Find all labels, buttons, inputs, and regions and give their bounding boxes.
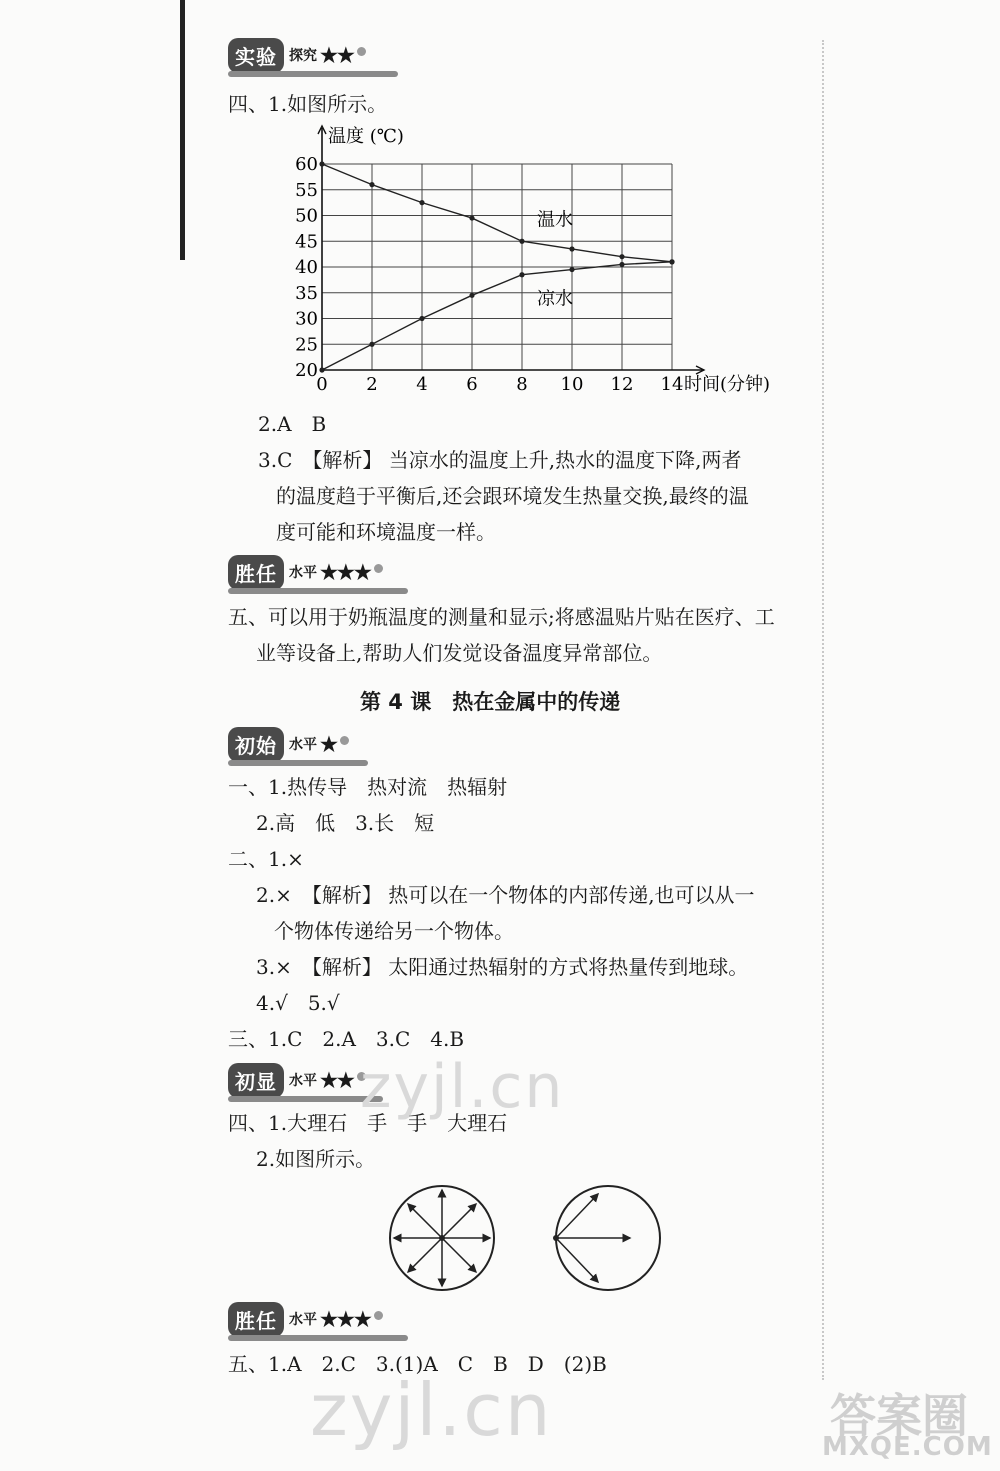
wave-underline xyxy=(228,1335,408,1341)
series-label: 温水 xyxy=(537,209,573,231)
x-tick-label: 10 xyxy=(560,374,584,395)
badge-competent xyxy=(228,555,383,589)
data-point xyxy=(569,246,574,251)
answer-5-l1: 五、可以用于奶瓶温度的测量和显示;将感温贴片贴在医疗、工 xyxy=(228,605,775,629)
logo-text-en: MXQE.COM xyxy=(822,1432,993,1462)
wave-underline xyxy=(228,71,398,77)
data-point xyxy=(419,200,424,205)
answer-1-1: 一、1.热传导 热对流 热辐射 xyxy=(228,775,508,799)
answer-2-2-l2: 个物体传递给另一个物体。 xyxy=(274,919,514,943)
site-logo xyxy=(822,1380,1000,1471)
answer-4b-1: 四、1.大理石 手 手 大理石 xyxy=(228,1111,508,1135)
data-point xyxy=(619,254,624,259)
heat-diagram-left xyxy=(384,1180,500,1296)
chart-grid xyxy=(322,164,672,370)
badge-sub: 水平 xyxy=(289,565,317,581)
badge-main: 胜任 xyxy=(228,1302,284,1337)
data-point xyxy=(619,262,624,267)
answer-2-45: 4.√ 5.√ xyxy=(256,991,340,1015)
heat-arrow xyxy=(408,1238,442,1272)
badge-emerging xyxy=(228,1063,366,1097)
y-tick-label: 50 xyxy=(295,205,318,227)
wave-underline xyxy=(228,588,408,594)
y-tick-label: 35 xyxy=(295,282,318,304)
series-line xyxy=(322,262,672,370)
answer-4-3-l3: 度可能和环境温度一样。 xyxy=(276,520,496,544)
dot-icon xyxy=(340,736,349,745)
data-point xyxy=(669,259,674,264)
data-point xyxy=(319,367,324,372)
y-tick-label: 20 xyxy=(295,360,318,381)
series-line xyxy=(322,164,672,262)
y-tick-label: 55 xyxy=(295,179,318,201)
dot-icon xyxy=(357,47,366,56)
data-point xyxy=(519,239,524,244)
badge-sub: 水平 xyxy=(289,1312,317,1328)
y-tick-label: 60 xyxy=(295,154,318,175)
lesson-title: 第 4 课 热在金属中的传递 xyxy=(360,690,621,714)
badge-main: 初始 xyxy=(228,727,284,762)
answer-2-3: 3.× 【解析】 太阳通过热辐射的方式将热量传到地球。 xyxy=(256,955,749,979)
star-icon: ★ xyxy=(320,732,337,756)
answer-4-3-l2: 的温度趋于平衡后,还会跟环境发生热量交换,最终的温 xyxy=(276,484,749,508)
answer-4-1: 四、1.如图所示。 xyxy=(228,92,388,116)
y-tick-label: 30 xyxy=(295,308,318,330)
x-tick-label: 0 xyxy=(316,374,328,395)
y-axis-label: 温度 (℃) xyxy=(328,126,404,147)
data-point xyxy=(519,272,524,277)
data-point xyxy=(319,161,324,166)
x-tick-label: 2 xyxy=(366,374,378,395)
data-point xyxy=(569,267,574,272)
column-divider xyxy=(822,40,824,1380)
x-tick-label: 6 xyxy=(466,374,478,395)
y-tick-label: 40 xyxy=(295,257,318,278)
x-tick-label: 12 xyxy=(610,374,634,395)
badge-main: 胜任 xyxy=(228,555,284,590)
temperature-chart xyxy=(280,120,800,410)
star-icon: ★★ xyxy=(320,1068,354,1092)
answer-3: 三、1.C 2.A 3.C 4.B xyxy=(228,1027,465,1051)
heat-arrow xyxy=(556,1194,598,1238)
watermark: zyjl.cn xyxy=(310,1368,553,1452)
star-icon: ★★ xyxy=(320,43,354,67)
heat-arrow xyxy=(556,1238,598,1282)
x-tick-label: 8 xyxy=(516,374,528,395)
answer-4-2: 2.A B xyxy=(258,412,327,436)
answer-1-2: 2.高 低 3.长 短 xyxy=(256,811,435,835)
y-tick-label: 45 xyxy=(295,231,318,253)
badge-competent-2 xyxy=(228,1302,383,1336)
badge-sub: 水平 xyxy=(289,1073,317,1089)
dot-icon xyxy=(374,564,383,573)
heat-arrow xyxy=(442,1204,476,1238)
badge-main: 初显 xyxy=(228,1063,284,1098)
watermark: zyjl.cn xyxy=(360,1052,565,1122)
chart-axes xyxy=(318,126,704,374)
data-point xyxy=(369,182,374,187)
answer-2-2-l1: 2.× 【解析】 热可以在一个物体的内部传递,也可以从一 xyxy=(256,883,755,907)
heat-arrow xyxy=(442,1238,476,1272)
badge-sub: 探究 xyxy=(289,48,317,64)
data-point xyxy=(469,215,474,220)
badge-main: 实验 xyxy=(228,38,284,73)
series-label: 凉水 xyxy=(537,288,573,310)
answer-5-l2: 业等设备上,帮助人们发觉设备温度异常部位。 xyxy=(256,641,663,665)
wave-underline xyxy=(228,760,368,766)
x-tick-label: 4 xyxy=(416,374,428,395)
badge-initial xyxy=(228,727,349,761)
star-icon: ★★★ xyxy=(320,560,371,584)
star-icon: ★★★ xyxy=(320,1307,371,1331)
dot-icon xyxy=(374,1311,383,1320)
data-point xyxy=(419,316,424,321)
answer-4b-2: 2.如图所示。 xyxy=(256,1147,376,1171)
y-tick-label: 25 xyxy=(295,334,318,356)
margin-bar xyxy=(180,0,185,260)
logo-text-cn: 答案圈 xyxy=(830,1389,968,1443)
x-tick-label: 14 xyxy=(660,374,684,395)
answer-4-3-l1: 3.C 【解析】 当凉水的温度上升,热水的温度下降,两者 xyxy=(258,448,742,472)
badge-sub: 水平 xyxy=(289,737,317,753)
data-point xyxy=(369,342,374,347)
data-point xyxy=(469,293,474,298)
answer-2-1: 二、1.× xyxy=(228,847,304,871)
heat-diagram-right xyxy=(550,1180,666,1296)
heat-arrow xyxy=(408,1204,442,1238)
answer-5b: 五、1.A 2.C 3.(1)A C B D (2)B xyxy=(228,1352,607,1376)
x-axis-label: 时间(分钟) xyxy=(684,374,771,395)
badge-experiment xyxy=(228,38,366,72)
